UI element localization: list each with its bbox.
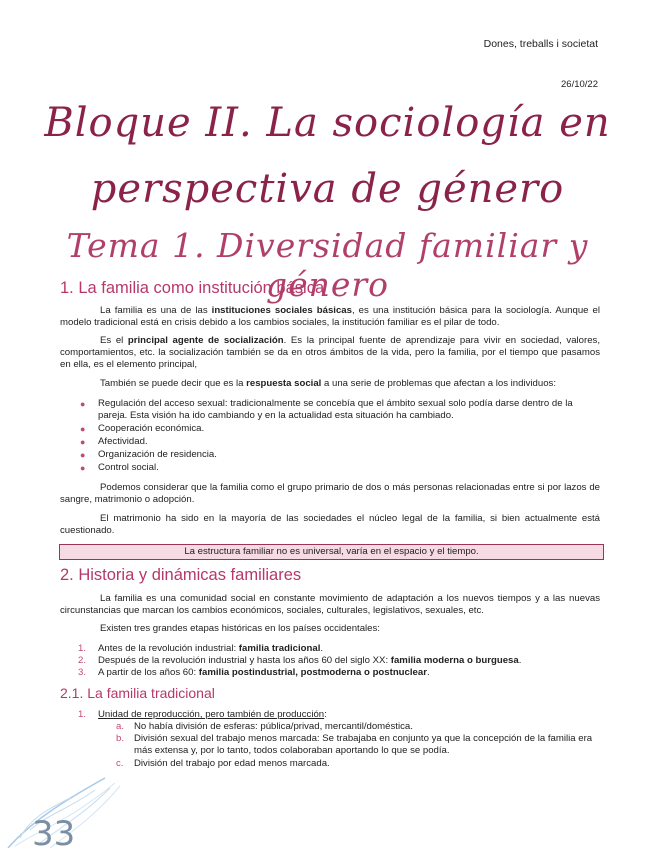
sub-list-item: b. División sexual del trabajo menos marcada: Se trabajaba en conjunto ya que la concepción de la familia era más extensa y, por lo tanto, todos colaboraban aportando lo que se podía.: [116, 733, 593, 756]
bullet-icon: ●: [80, 450, 86, 460]
block-title-line1: Bloque II. La sociología en: [44, 100, 611, 146]
sub-list-item: c. División del trabajo por edad menos marcada.: [116, 758, 330, 769]
section2-paragraph-1: La familia es una comunidad social en constante movimiento de adaptación a los nuevos tiempos y a las nuevas circunstancias que marcan los cambios económicos, sociales, culturales, legislativos, sexuales, etc.: [60, 593, 600, 616]
section1-paragraph-2: Es el principal agente de socialización. Es la principal fuente de aprendizaje para vivir en sociedad, valores, comportamientos, etc. la socialización también se da en otros ámbitos de la vida, pero la familia, por el tiempo que pasamos en ella, es el elemento principal,: [60, 335, 600, 370]
section2-paragraph-2: Existen tres grandes etapas históricas en los países occidentales:: [100, 623, 380, 634]
section1-paragraph-5: El matrimonio ha sido en la mayoría de las sociedades el núcleo legal de la familia, si bien actualmente está cuestionado.: [60, 513, 600, 536]
block-title-line2: perspectiva de género: [90, 166, 565, 212]
section1-paragraph-1: La familia es una de las instituciones sociales básicas, es una institución básica para la sociología. Aunque el modelo tradicional está en crisis debido a los cambios sociales, la institución familiar es el pilar de todo.: [60, 305, 600, 328]
bullet-icon: ●: [80, 437, 86, 447]
section1-paragraph-4: Podemos considerar que la familia como el grupo primario de dos o más personas relacionadas entre si por lazos de sangre, matrimonio o adopción.: [60, 482, 600, 505]
list-item: ● Regulación del acceso sexual: tradicionalmente se concebía que el ámbito sexual solo podía darse dentro de la pareja. Esta visión ha ido cambiando y en la actualidad esta situación ha cambiado.: [80, 398, 573, 421]
callout-box: La estructura familiar no es universal, varía en el espacio y el tiempo.: [59, 544, 604, 560]
bullet-icon: ●: [80, 399, 86, 409]
list-item: 1. Unidad de reproducción, pero también de producción:: [78, 709, 327, 720]
page-number: 33: [32, 814, 76, 854]
list-item: ● Control social.: [80, 462, 159, 473]
header-course: Dones, treballs i societat: [483, 38, 598, 50]
list-item: ● Organización de residencia.: [80, 449, 217, 460]
section2-heading: 2. Historia y dinámicas familiares: [60, 566, 302, 584]
list-item: 1. Antes de la revolución industrial: familia tradicional.: [78, 643, 324, 654]
header-date: 26/10/22: [561, 79, 598, 90]
list-item: ● Afectividad.: [80, 436, 148, 447]
bullet-icon: ●: [80, 463, 86, 473]
list-item: ● Cooperación económica.: [80, 423, 205, 434]
section1-paragraph-3: También se puede decir que es la respuesta social a una serie de problemas que afectan a los individuos:: [100, 378, 557, 389]
bullet-icon: ●: [80, 424, 86, 434]
sub-list-item: a. No había división de esferas: pública/privad, mercantil/doméstica.: [116, 721, 413, 732]
list-item: 3. A partir de los años 60: familia postindustrial, postmoderna o postnuclear.: [78, 667, 430, 678]
list-item: 2. Después de la revolución industrial y hasta los años 60 del siglo XX: familia moderna o burguesa.: [78, 655, 522, 666]
section21-heading: 2.1. La familia tradicional: [60, 685, 215, 701]
topic-title: Tema 1. Diversidad familiar y género: [66, 226, 589, 304]
section1-heading: 1. La familia como institución básica: [60, 279, 325, 297]
